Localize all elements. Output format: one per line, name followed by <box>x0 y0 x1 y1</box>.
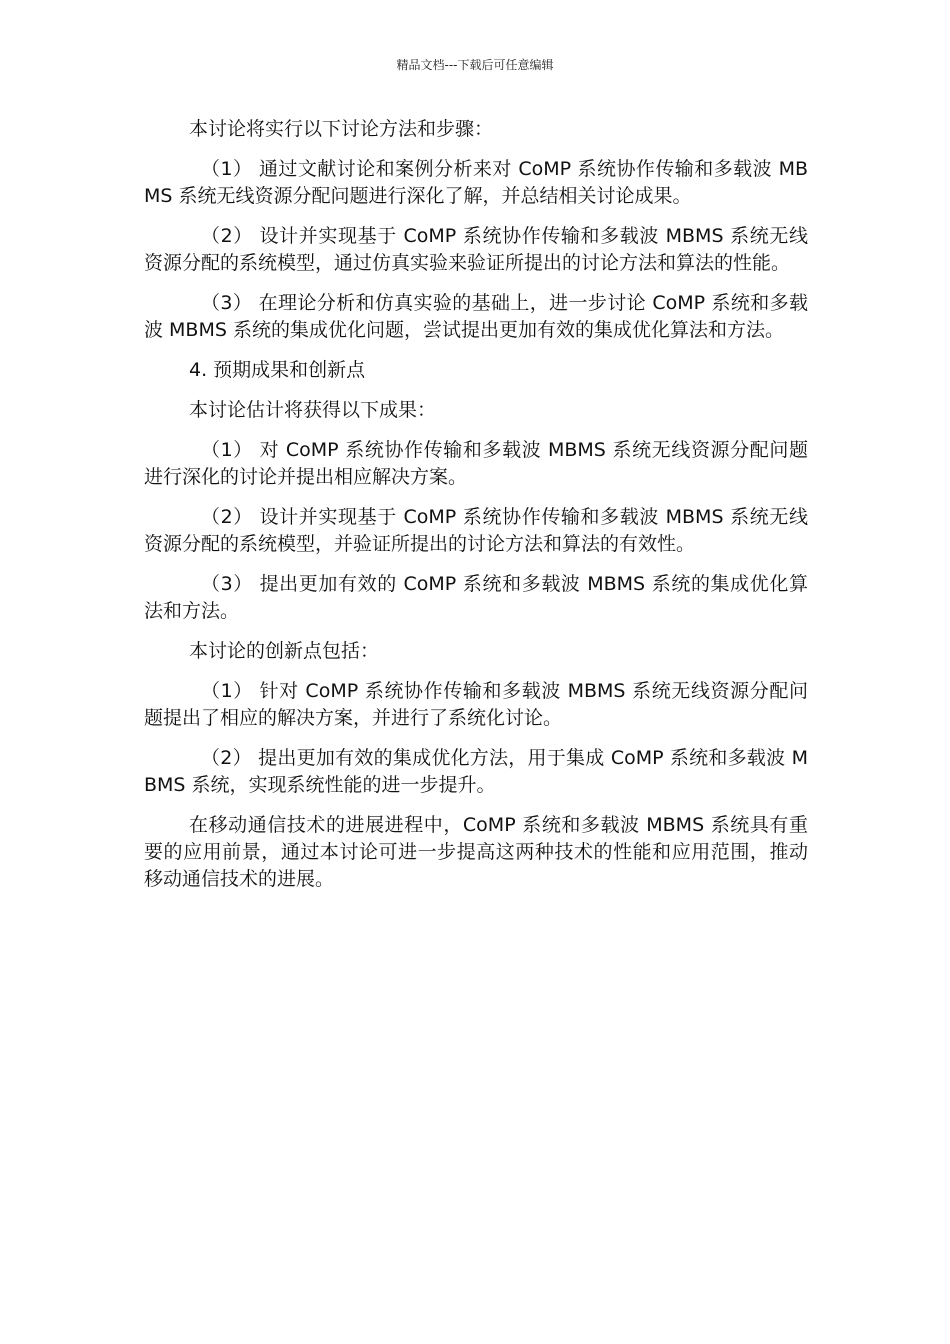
intro-paragraph: 本讨论将实行以下讨论方法和步骤： <box>189 118 494 140</box>
result-item-2: （2） 设计并实现基于 CoMP 系统协作传输和多载波 MBMS 系统无线资源分配的系统模型，并验证所提出的讨论方法和算法的有效性。 <box>144 506 808 555</box>
results-intro-paragraph: 本讨论估计将获得以下成果： <box>189 399 437 421</box>
result-item-1: （1） 对 CoMP 系统协作传输和多载波 MBMS 系统无线资源分配问题进行深化的讨论并提出相应解决方案。 <box>144 439 808 488</box>
innovation-item-1: （1） 针对 CoMP 系统协作传输和多载波 MBMS 系统无线资源分配问题提出了相应的解决方案，并进行了系统化讨论。 <box>144 680 808 729</box>
result-item-3: （3） 提出更加有效的 CoMP 系统和多载波 MBMS 系统的集成优化算法和方法。 <box>144 573 808 622</box>
section-heading: 4. 预期成果和创新点 <box>189 359 366 381</box>
innovation-item-2: （2） 提出更加有效的集成优化方法，用于集成 CoMP 系统和多载波 MBMS 系统，实现系统性能的进一步提升。 <box>144 747 808 796</box>
method-item-1: （1） 通过文献讨论和案例分析来对 CoMP 系统协作传输和多载波 MBMS 系统无线资源分配问题进行深化了解，并总结相关讨论成果。 <box>144 158 808 207</box>
innovation-intro-paragraph: 本讨论的创新点包括： <box>189 640 380 662</box>
page-header: 精品文档---下载后可任意编辑 <box>396 58 554 72</box>
document-body <box>144 116 808 906</box>
method-item-3: （3） 在理论分析和仿真实验的基础上，进一步讨论 CoMP 系统和多载波 MBMS 系统的集成优化问题，尝试提出更加有效的集成优化算法和方法。 <box>144 292 808 341</box>
conclusion-paragraph: 在移动通信技术的进展进程中，CoMP 系统和多载波 MBMS 系统具有重要的应用前景，通过本讨论可进一步提高这两种技术的性能和应用范围，推动移动通信技术的进展。 <box>144 814 808 890</box>
method-item-2: （2） 设计并实现基于 CoMP 系统协作传输和多载波 MBMS 系统无线资源分配的系统模型，通过仿真实验来验证所提出的讨论方法和算法的性能。 <box>144 225 808 274</box>
